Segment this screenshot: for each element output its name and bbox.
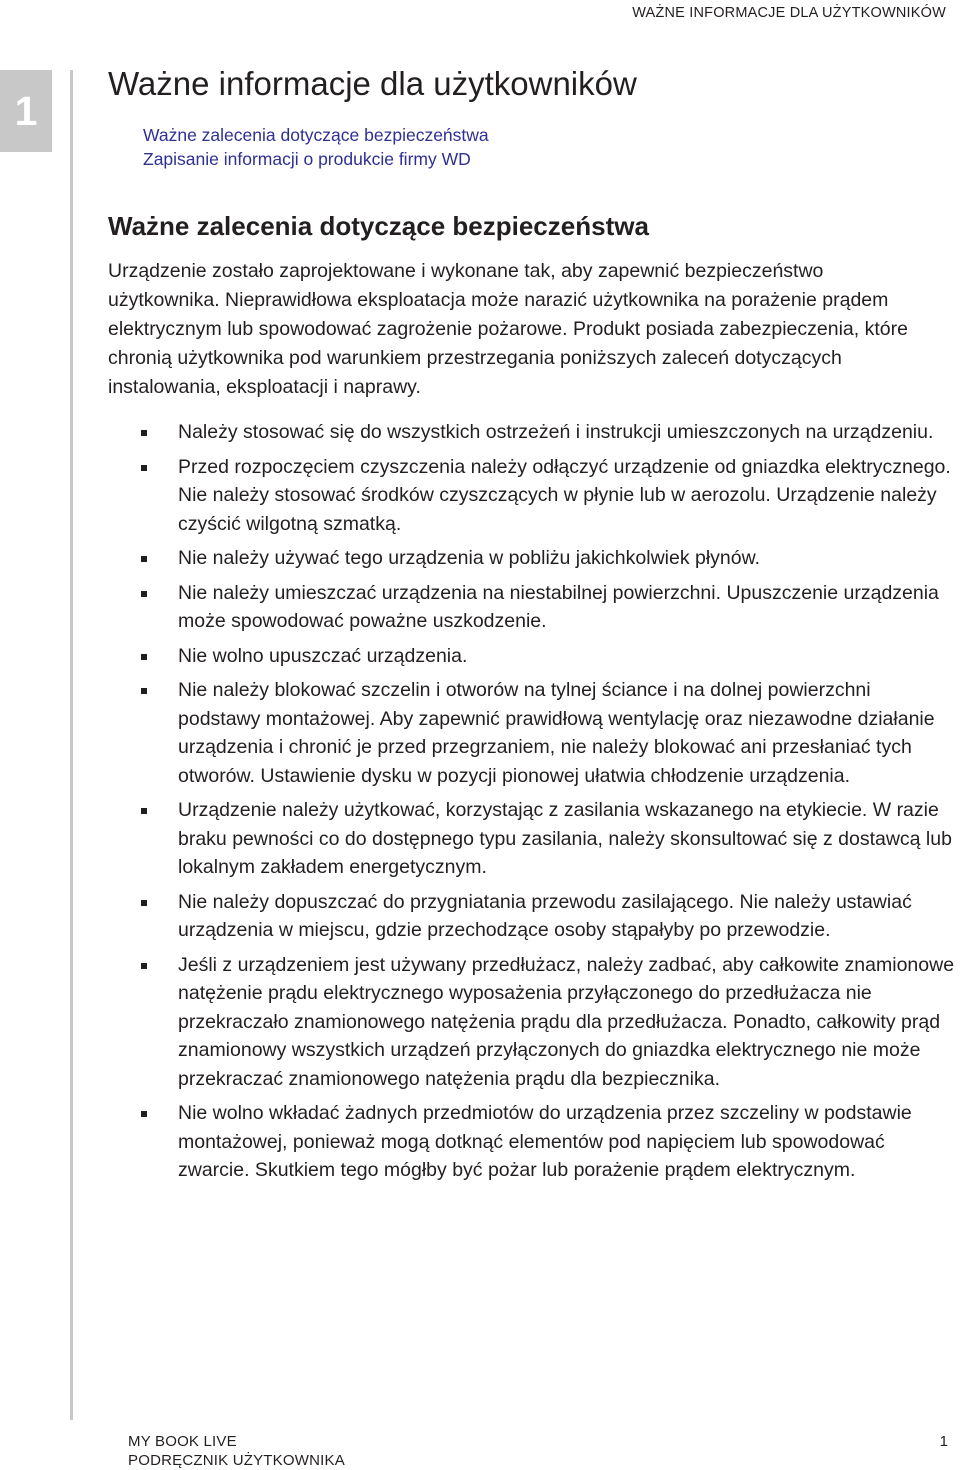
list-item-text: Nie należy dopuszczać do przygniatania przewodu zasilającego. Nie należy ustawiać urządzenia w miejscu, gdzie przechodzące osoby stąpałyby po przewodzie.: [178, 890, 912, 941]
vertical-divider: [70, 70, 73, 1420]
square-bullet-icon: [141, 591, 147, 597]
section-heading: Ważne zalecenia dotyczące bezpieczeństwa: [108, 211, 649, 241]
list-item-text: Nie wolno upuszczać urządzenia.: [178, 644, 468, 667]
page-title: Ważne informacje dla użytkowników: [108, 65, 637, 102]
page-content: [108, 60, 953, 1191]
list-item-text: Jeśli z urządzeniem jest używany przedłużacz, należy zadbać, aby całkowite znamionowe natężenie prądu elektrycznego wyposażenia przyłączonego do przedłużacza nie przekraczało znamionowego natężenia prądu dla przedłużacza. Ponadto, całkowity prąd znamionowy wszystkich urządzeń przyłączonych do gniazdka elektrycznego nie może przekraczać znamionowego natężenia prądu dla bezpiecznika.: [178, 953, 955, 1090]
safety-list: [108, 418, 953, 1185]
square-bullet-icon: [141, 808, 147, 814]
list-item: [108, 418, 958, 447]
footer-product-name: MY BOOK LIVE: [128, 1433, 237, 1450]
footer-product: [128, 1432, 345, 1470]
toc-item: [143, 123, 953, 147]
toc-item: [143, 147, 953, 171]
square-bullet-icon: [141, 963, 147, 969]
list-item: [108, 796, 958, 882]
list-item-text: Nie należy używać tego urządzenia w pobliżu jakichkolwiek płynów.: [178, 547, 761, 569]
list-item: [108, 544, 958, 573]
toc-link-safety[interactable]: Ważne zalecenia dotyczące bezpieczeństwa: [143, 125, 489, 145]
list-item: [108, 453, 958, 539]
intro-paragraph: Urządzenie zostało zaprojektowane i wykonane tak, aby zapewnić bezpieczeństwo użytkownika. Nieprawidłowa eksploatacja może narazić użytkownika na porażenie prądem elektrycznym lub spowodować zagrożenie pożarowe. Produkt posiada zabezpieczenia, które chronią użytkownika pod warunkiem przestrzegania poniższych zaleceń dotyczących instalowania, eksploatacji i naprawy.: [108, 260, 908, 398]
running-header: WAŻNE INFORMACJE DLA UŻYTKOWNIKÓW: [632, 5, 946, 21]
list-item: [108, 579, 958, 636]
square-bullet-icon: [141, 900, 147, 906]
square-bullet-icon: [141, 688, 147, 694]
square-bullet-icon: [141, 1111, 147, 1117]
list-item: [108, 1099, 958, 1185]
list-item-text: Należy stosować się do wszystkich ostrzeżeń i instrukcji umieszczonych na urządzeniu.: [178, 421, 934, 443]
chapter-number: 1: [14, 87, 38, 134]
square-bullet-icon: [141, 465, 147, 471]
list-item-text: Urządzenie należy użytkować, korzystając z zasilania wskazanego na etykiecie. W razie braku pewności co do dostępnego typu zasilania, należy skonsultować się z dostawcą lub lokalnym zakładem energetycznym.: [178, 799, 952, 878]
square-bullet-icon: [141, 654, 147, 660]
page-number: 1: [939, 1433, 948, 1450]
list-item-text: Nie należy umieszczać urządzenia na niestabilnej powierzchni. Upuszczenie urządzenia może spowodować poważne uszkodzenie.: [178, 581, 939, 632]
list-item-text: Przed rozpoczęciem czyszczenia należy odłączyć urządzenie od gniazdka elektrycznego. Nie należy stosować środków czyszczących w płynie lub w aerozolu. Urządzenie należy czyścić wilgotną szmatką.: [178, 455, 951, 535]
list-item: [108, 951, 958, 1094]
toc-link-product-info[interactable]: Zapisanie informacji o produkcie firmy WD: [143, 149, 471, 169]
list-item: [108, 676, 958, 790]
square-bullet-icon: [141, 430, 147, 436]
list-item: [108, 642, 958, 671]
square-bullet-icon: [141, 556, 147, 562]
list-item-text: Nie należy blokować szczelin i otworów na tylnej ściance i na dolnej powierzchni podstawy montażowej. Aby zapewnić prawidłową wentylację oraz niezawodne działanie urządzenia i chronić je przed przegrzaniem, nie należy blokować ani przesłaniać tych otworów. Ustawienie dysku w pozycji pionowej ułatwia chłodzenie urządzenia.: [178, 679, 935, 787]
footer-manual-title: PODRĘCZNIK UŻYTKOWNIKA: [128, 1452, 345, 1469]
list-item-text: Nie wolno wkładać żadnych przedmiotów do urządzenia przez szczeliny w podstawie montażowej, ponieważ mogą dotknąć elementów pod napięciem lub spowodować zwarcie. Skutkiem tego mógłby być pożar lub porażenie prądem elektrycznym.: [178, 1102, 912, 1181]
list-item: [108, 888, 958, 945]
chapter-toc: [143, 123, 953, 171]
